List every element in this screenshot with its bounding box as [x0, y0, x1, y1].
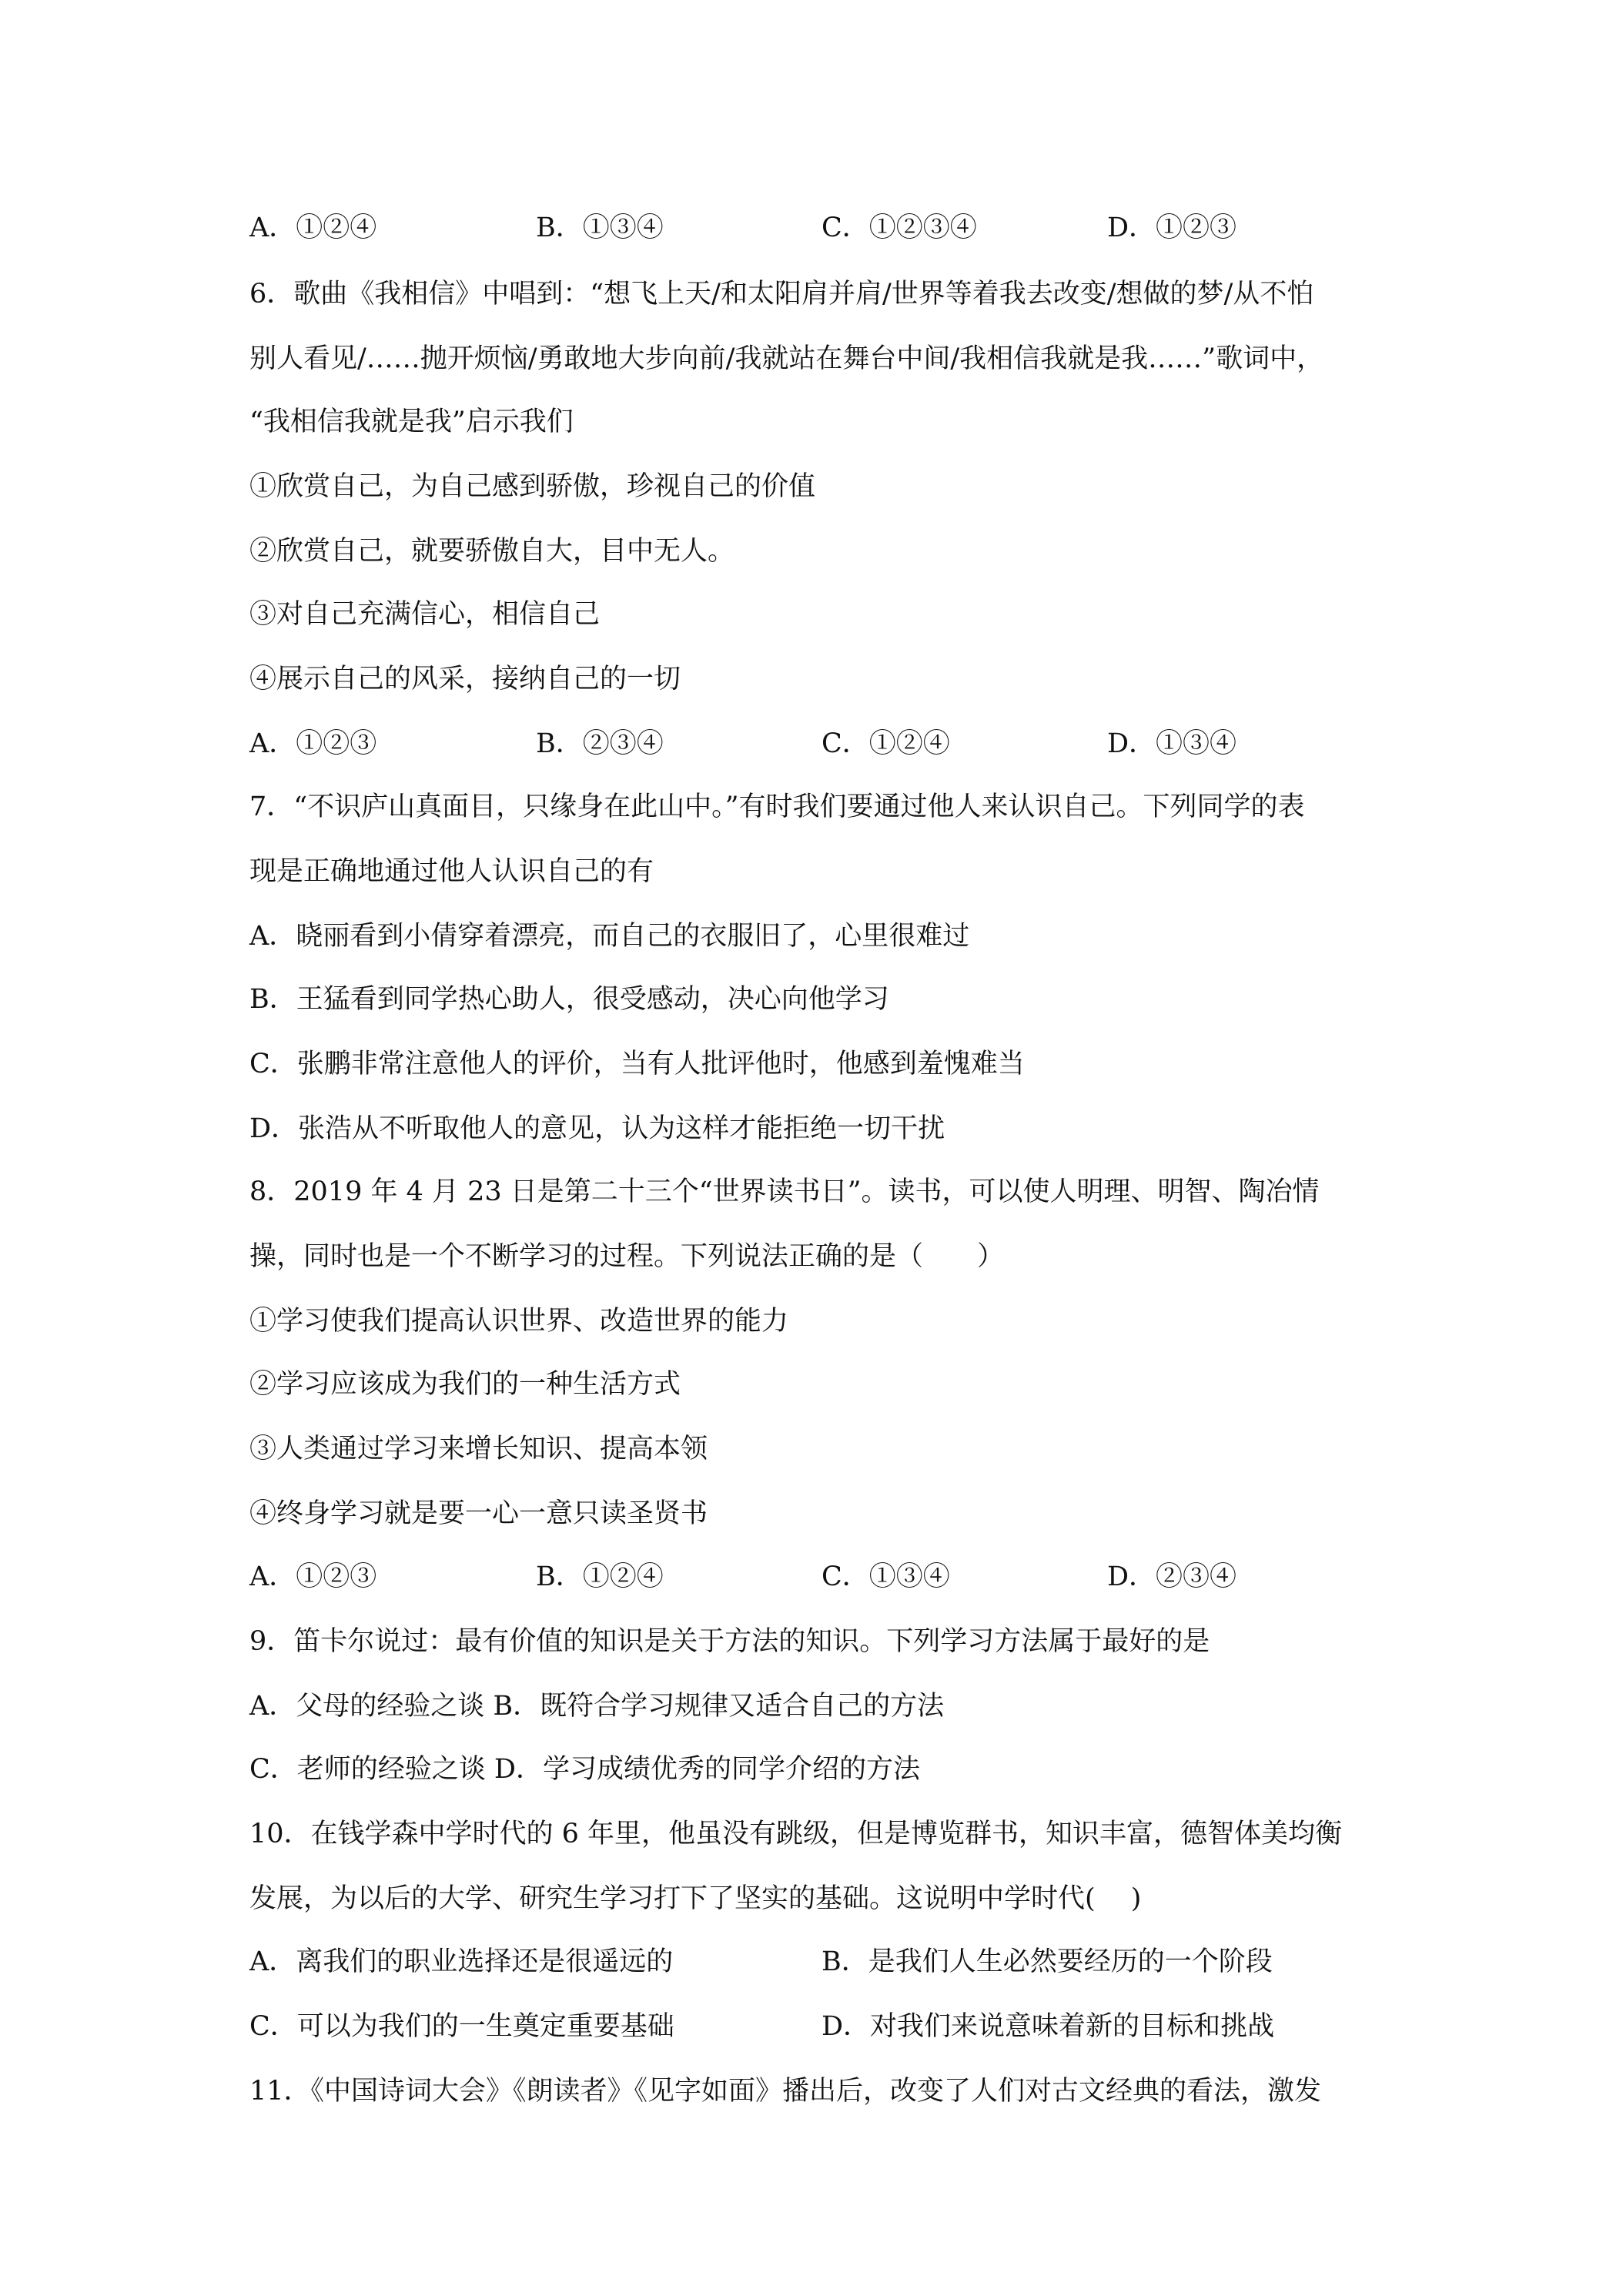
- q8-option-a[interactable]: A．①②③: [249, 1561, 377, 1592]
- q10-options-row-1: [249, 1943, 1374, 1980]
- q6-option-b[interactable]: B．②③④: [536, 728, 664, 759]
- q8-item-3: ③人类通过学习来增长知识、提高本领: [249, 1434, 708, 1464]
- q7-option-a[interactable]: A．晓丽看到小倩穿着漂亮，而自己的衣服旧了，心里很难过: [249, 921, 970, 952]
- q10-stem-line-2: 发展，为以后的大学、研究生学习打下了坚实的基础。这说明中学时代( ): [249, 1883, 1142, 1914]
- q6-stem-line-2: 别人看见/……抛开烦恼/勇敢地大步向前/我就站在舞台中间/我相信我就是我……”歌词中，: [249, 343, 1324, 374]
- q8-item-1: ①学习使我们提高认识世界、改造世界的能力: [249, 1306, 789, 1337]
- q10-option-d[interactable]: D．对我们来说意味着新的目标和挑战: [822, 2011, 1275, 2042]
- q10-stem-line-1: 10．在钱学森中学时代的 6 年里，他虽没有跳级，但是博览群书，知识丰富，德智体美均衡: [249, 1819, 1343, 1849]
- q8-stem-line-2: 操，同时也是一个不断学习的过程。下列说法正确的是（ ）: [249, 1241, 1005, 1272]
- q8-option-c[interactable]: C．①③④: [822, 1561, 950, 1592]
- q6-stem-line-1: 6．歌曲《我相信》中唱到：“想飞上天/和太阳肩并肩/世界等着我去改变/想做的梦/从不怕: [249, 279, 1314, 310]
- q5-option-d[interactable]: D．①②③: [1107, 213, 1237, 243]
- q9-options-line-2[interactable]: C．老师的经验之谈 D．学习成绩优秀的同学介绍的方法: [249, 1754, 920, 1785]
- q6-option-d[interactable]: D．①③④: [1107, 728, 1237, 759]
- q5-option-a[interactable]: A．①②④: [249, 213, 377, 243]
- q6-option-c[interactable]: C．①②④: [822, 728, 950, 759]
- q11-stem-line-1: 11．《中国诗词大会》《朗读者》《见字如面》播出后，改变了人们对古文经典的看法，激发: [249, 2076, 1322, 2107]
- q8-item-4: ④终身学习就是要一心一意只读圣贤书: [249, 1498, 708, 1529]
- q9-stem: 9．笛卡尔说过：最有价值的知识是关于方法的知识。下列学习方法属于最好的是: [249, 1626, 1210, 1657]
- q8-stem-line-1: 8．2019 年 4 月 23 日是第二十三个“世界读书日”。读书，可以使人明理、明智、陶冶情: [249, 1176, 1320, 1207]
- q6-option-a[interactable]: A．①②③: [249, 728, 377, 759]
- q10-options-row-2: [249, 2008, 1374, 2045]
- q8-option-b[interactable]: B．①②④: [536, 1561, 664, 1592]
- q7-stem-line-1: 7．“不识庐山真面目，只缘身在此山中。”有时我们要通过他人来认识自己。下列同学的表: [249, 792, 1305, 822]
- q5-option-b[interactable]: B．①③④: [536, 213, 664, 243]
- q6-item-4: ④展示自己的风采，接纳自己的一切: [249, 664, 681, 694]
- q5-option-c[interactable]: C．①②③④: [822, 213, 977, 243]
- q7-option-b[interactable]: B．王猛看到同学热心助人，很受感动，决心向他学习: [249, 984, 889, 1015]
- q7-option-c[interactable]: C．张鹏非常注意他人的评价，当有人批评他时，他感到羞愧难当: [249, 1049, 1025, 1079]
- q7-stem-line-2: 现是正确地通过他人认识自己的有: [249, 856, 654, 887]
- q10-option-c[interactable]: C．可以为我们的一生奠定重要基础: [249, 2011, 674, 2042]
- q8-item-2: ②学习应该成为我们的一种生活方式: [249, 1369, 681, 1400]
- q8-options: [249, 1558, 1374, 1595]
- q10-option-a[interactable]: A．离我们的职业选择还是很遥远的: [249, 1946, 674, 1977]
- q6-item-3: ③对自己充满信心，相信自己: [249, 599, 601, 630]
- q8-option-d[interactable]: D．②③④: [1107, 1561, 1237, 1592]
- q10-option-b[interactable]: B．是我们人生必然要经历的一个阶段: [822, 1946, 1273, 1977]
- q5-options: [249, 209, 1374, 246]
- q6-options: [249, 725, 1374, 762]
- q9-options-line-1[interactable]: A．父母的经验之谈 B．既符合学习规律又适合自己的方法: [249, 1691, 945, 1722]
- q6-item-1: ①欣赏自己，为自己感到骄傲，珍视自己的价值: [249, 471, 816, 502]
- q6-stem-line-3: “我相信我就是我”启示我们: [249, 407, 574, 437]
- q6-item-2: ②欣赏自己，就要骄傲自大，目中无人。: [249, 536, 735, 567]
- q7-option-d[interactable]: D．张浩从不听取他人的意见，认为这样才能拒绝一切干扰: [249, 1113, 945, 1144]
